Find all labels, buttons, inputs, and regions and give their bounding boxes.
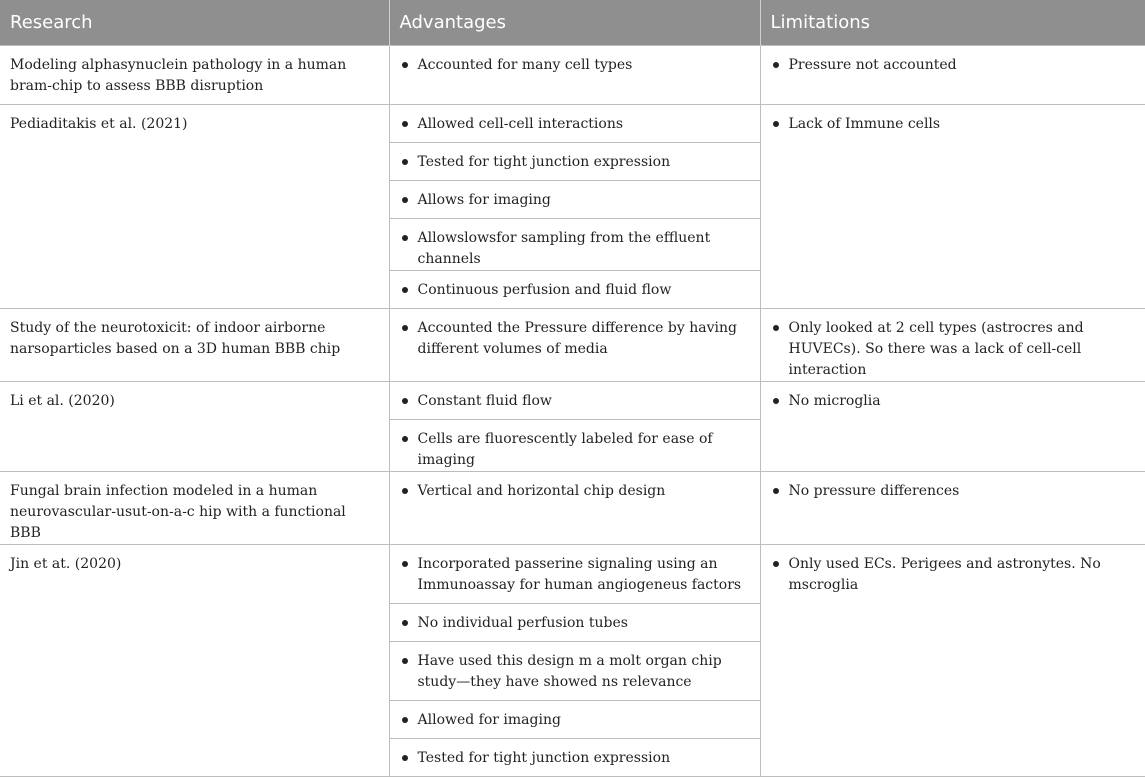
advantage-item: Accounted for many cell types: [389, 45, 760, 104]
table-row: [0, 45, 1145, 104]
limitation-cell: Pressure not accounted: [760, 45, 1145, 104]
advantage-item: Constant fluid flow: [389, 381, 760, 419]
research-cell: Study of the neurotoxicit: of indoor airborne narsoparticles based on a 3D human BBB chip: [0, 308, 389, 381]
advantage-item: Incorporated passerine signaling using an Immunoassay for human angiogeneus factors: [389, 544, 760, 603]
advantage-item: Allowslowsfor sampling from the effluent channels: [389, 218, 760, 270]
limitation-cell: No microglia: [760, 381, 1145, 471]
table-row: [0, 308, 1145, 381]
advantage-item: Continuous perfusion and fluid flow: [389, 270, 760, 308]
research-cell: Li et al. (2020): [0, 381, 389, 471]
research-cell: Jin et at. (2020): [0, 544, 389, 776]
research-cell: Modeling alphasynuclein pathology in a human bram-chip to assess BBB disruption: [0, 45, 389, 104]
header-limitations: Limitations: [760, 0, 1145, 45]
advantage-item: Allowed cell-cell interactions: [389, 104, 760, 142]
research-cell: Fungal brain infection modeled in a human neurovascular-usut-on-a-c hip with a functional BBB: [0, 471, 389, 544]
advantage-item: Allowed for imaging: [389, 700, 760, 738]
limitation-cell: Lack of Immune cells: [760, 104, 1145, 308]
advantage-item: Allows for imaging: [389, 180, 760, 218]
advantage-item: Cells are fluorescently labeled for ease of imaging: [389, 419, 760, 471]
limitation-cell: Only used ECs. Perigees and astronytes. No mscroglia: [760, 544, 1145, 776]
limitation-cell: Only looked at 2 cell types (astrocres and HUVECs). So there was a lack of cell-cell interaction: [760, 308, 1145, 381]
advantage-item: Tested for tight junction expression: [389, 142, 760, 180]
table-row: [0, 471, 1145, 544]
table-row: [0, 544, 1145, 603]
advantage-item: Have used this design m a molt organ chip study—they have showed ns relevance: [389, 641, 760, 700]
research-cell: Pediaditakis et al. (2021): [0, 104, 389, 308]
limitation-cell: No pressure differences: [760, 471, 1145, 544]
table-row: [0, 104, 1145, 142]
advantage-item: Tested for tight junction expression: [389, 738, 760, 776]
advantage-item: Vertical and horizontal chip design: [389, 471, 760, 544]
header-advantages: Advantages: [389, 0, 760, 45]
advantage-item: Accounted the Pressure difference by having different volumes of media: [389, 308, 760, 381]
header-row: [0, 0, 1145, 45]
table-row: [0, 381, 1145, 419]
header-research: Research: [0, 0, 389, 45]
advantage-item: No individual perfusion tubes: [389, 603, 760, 641]
